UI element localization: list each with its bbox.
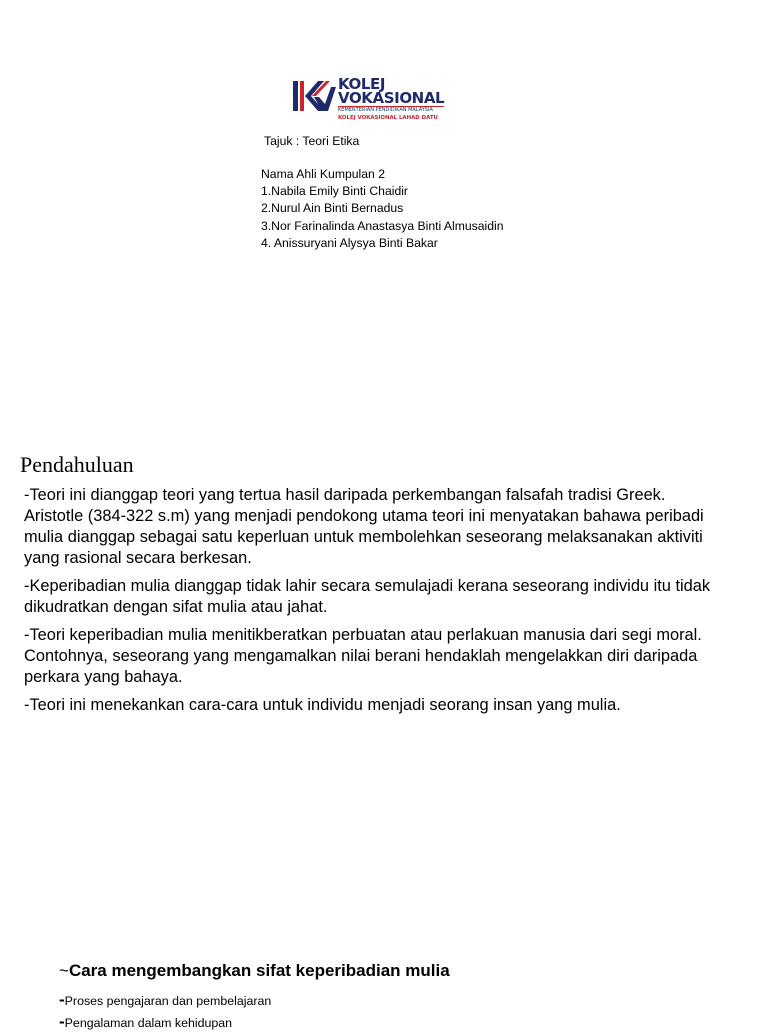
paragraph: -Keperibadian mulia dianggap tidak lahir secara semulajadi kerana seseorang individu itu tidak dikudratkan dengan sifat mulia atau jahat. (24, 577, 711, 616)
college-logo (292, 77, 448, 123)
list-item (59, 1013, 232, 1032)
logo-school: KOLEJ VOKASIONAL LAHAD DATU (338, 115, 438, 121)
section-heading: Pendahuluan (20, 452, 134, 477)
list-item-text: Pengalaman dalam kehidupan (64, 1016, 233, 1030)
paragraph: -Teori ini dianggap teori yang tertua hasil daripada perkembangan falsafah tradisi Greek. Aristotle (384-322 s.m) yang menjadi pendokong utama teori ini menyatakan bahawa peribadi mulia dianggap sebagai satu keperluan untuk membolehkan seseorang melaksanakan aktiviti yang rasional secara berkesan. (24, 486, 704, 567)
list-item-text: Proses pengajaran dan pembelajaran (64, 994, 272, 1008)
subsection-tilde: ~ (59, 961, 69, 980)
list-item (59, 991, 271, 1010)
member-item: 3.Nor Farinalinda Anastasya Binti Almusaidin (261, 218, 504, 233)
document-title: Tajuk : Teori Etika (264, 134, 360, 148)
paragraph: -Teori keperibadian mulia menitikberatkan perbuatan atau perlakuan manusia dari segi moral. Contohnya, seseorang yang mengamalkan nilai berani hendaklah mengelakkan diri daripada perkara yang bahaya. (24, 626, 702, 686)
member-item: 2.Nurul Ain Binti Bernadus (261, 201, 404, 216)
members-heading: Nama Ahli Kumpulan 2 (261, 167, 385, 181)
logo-line-kolej: KOLEJ (338, 75, 386, 93)
member-item: 1.Nabila Emily Binti Chaidir (261, 184, 408, 199)
logo-wordmark (338, 77, 444, 122)
list-dash: - (59, 1012, 65, 1031)
section-body (24, 485, 714, 723)
logo-ministry: KEMENTERIAN PENDIDIKAN MALAYSIA (338, 106, 444, 114)
kv-emblem-icon (292, 79, 336, 113)
member-item: 4. Anissuryani Alysya Binti Bakar (261, 235, 438, 250)
paragraph: -Teori ini menekankan cara-cara untuk individu menjadi seorang insan yang mulia. (24, 696, 621, 714)
group-members (261, 166, 504, 252)
list-dash: - (59, 990, 65, 1009)
logo-line-vokasional: VOKASIONAL (338, 89, 445, 107)
subsection-title: Cara mengembangkan sifat keperibadian mulia (68, 961, 450, 980)
subsection-heading (59, 960, 450, 982)
